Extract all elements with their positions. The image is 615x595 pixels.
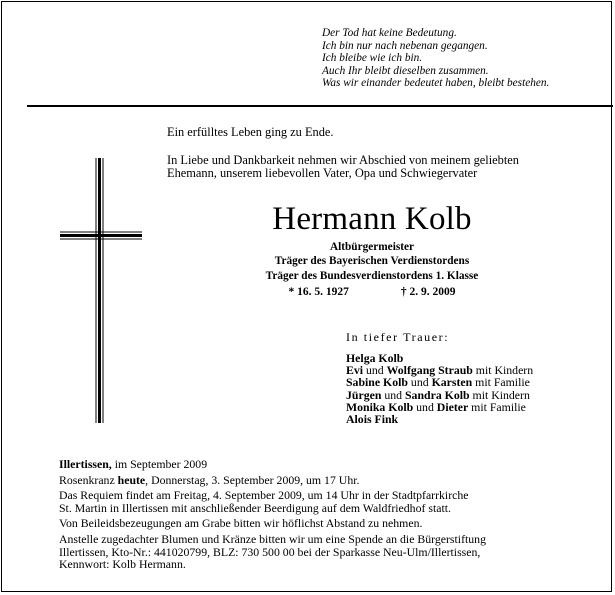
cross-icon	[60, 158, 142, 423]
requiem-paragraph	[59, 489, 604, 514]
rosary-text: Rosenkranz	[59, 472, 118, 487]
place-date	[59, 458, 604, 471]
poem-line: Auch Ihr bleibt dieselben zusammen.	[322, 64, 489, 77]
mourner-connector: und	[381, 387, 405, 402]
intro-farewell-line: In Liebe und Dankbarkeit nehmen wir Abschied von meinem geliebten	[167, 153, 519, 167]
mourner-name: Jürgen	[346, 387, 382, 402]
death-date: † 2. 9. 2009	[400, 286, 456, 298]
divider-line	[27, 105, 613, 107]
poem-line: Was wir einander bedeutet haben, bleibt bestehen.	[322, 77, 550, 90]
mourners-heading: In tiefer Trauer:	[346, 330, 450, 344]
rosary-time: , Donnerstag, 3. September 2009, um 17 Uhr.	[145, 472, 360, 487]
poem-line: Der Tod hat keine Bedeutung.	[322, 27, 457, 39]
donation-line: Anstelle zugedachter Blumen und Kränze bitten wir um eine Spende an die Bürgerstiftung	[59, 531, 486, 546]
donation-paragraph	[59, 533, 604, 571]
mourner-connector: und	[407, 375, 432, 390]
mourner-name: Sandra Kolb	[405, 387, 470, 402]
mourner-line	[346, 413, 533, 425]
mourner-connector: mit Familie	[472, 375, 530, 390]
deceased-title: Träger des Bundesverdienstordens 1. Klasse	[265, 269, 479, 282]
mourner-name: Evi	[346, 363, 364, 378]
mourner-name: Alois Fink	[346, 412, 399, 427]
mourner-connector: und	[363, 363, 387, 378]
intro-farewell	[167, 154, 519, 180]
intro-line: Ein erfülltes Leben ging zu Ende.	[167, 125, 334, 139]
poem	[322, 27, 602, 90]
mourner-connector: mit Kindern	[469, 387, 530, 402]
mourner-name: Sabine Kolb	[346, 375, 408, 390]
condolence-line: Von Beileidsbezeugungen am Grabe bitten wir höflichst Abstand zu nehmen.	[59, 516, 423, 531]
mourner-name: Monika Kolb	[346, 399, 414, 414]
requiem-line: St. Martin in Illertissen mit anschließender Beerdigung auf dem Waldfriedhof statt.	[59, 500, 451, 515]
donation-line: Illertissen, Kto-Nr.: 441020799, BLZ: 730 500 00 bei der Sparkasse Neu-Ulm/Illertissen,	[59, 544, 481, 559]
date-text: im September 2009	[111, 457, 208, 471]
place: Illertissen,	[59, 457, 112, 471]
poem-line: Ich bleibe wie ich bin.	[322, 52, 423, 65]
mourner-connector: mit Familie	[468, 399, 526, 414]
obituary-card	[1, 1, 612, 592]
mourner-name: Karsten	[431, 375, 473, 390]
mourners-list	[346, 352, 533, 425]
poem-line: Ich bin nur nach nebenan gegangen.	[322, 39, 488, 52]
funeral-notice	[59, 458, 604, 574]
rosary-today: heute	[117, 472, 146, 487]
deceased-titles	[152, 240, 592, 283]
rosary-line	[59, 474, 604, 487]
deceased-name: Hermann Kolb	[272, 201, 472, 237]
intro-farewell-line: Ehemann, unserem liebevollen Vater, Opa und Schwiegervater	[167, 166, 478, 181]
mourner-name: Dieter	[436, 399, 469, 414]
deceased-title: Träger des Bayerischen Verdienstordens	[274, 255, 470, 268]
birth-date: * 16. 5. 1927	[288, 286, 349, 298]
mourner-name: Helga Kolb	[346, 351, 404, 365]
life-dates	[152, 286, 592, 298]
donation-line: Kennwort: Kolb Hermann.	[59, 557, 186, 572]
mourner-connector: mit Kindern	[472, 363, 534, 378]
deceased-title: Altbürgermeister	[329, 241, 415, 253]
mourner-connector: und	[413, 399, 437, 414]
requiem-line: Das Requiem findet am Freitag, 4. September 2009, um 14 Uhr in der Stadtpfarrkirche	[59, 488, 469, 503]
mourner-name: Wolfgang Straub	[386, 363, 473, 378]
